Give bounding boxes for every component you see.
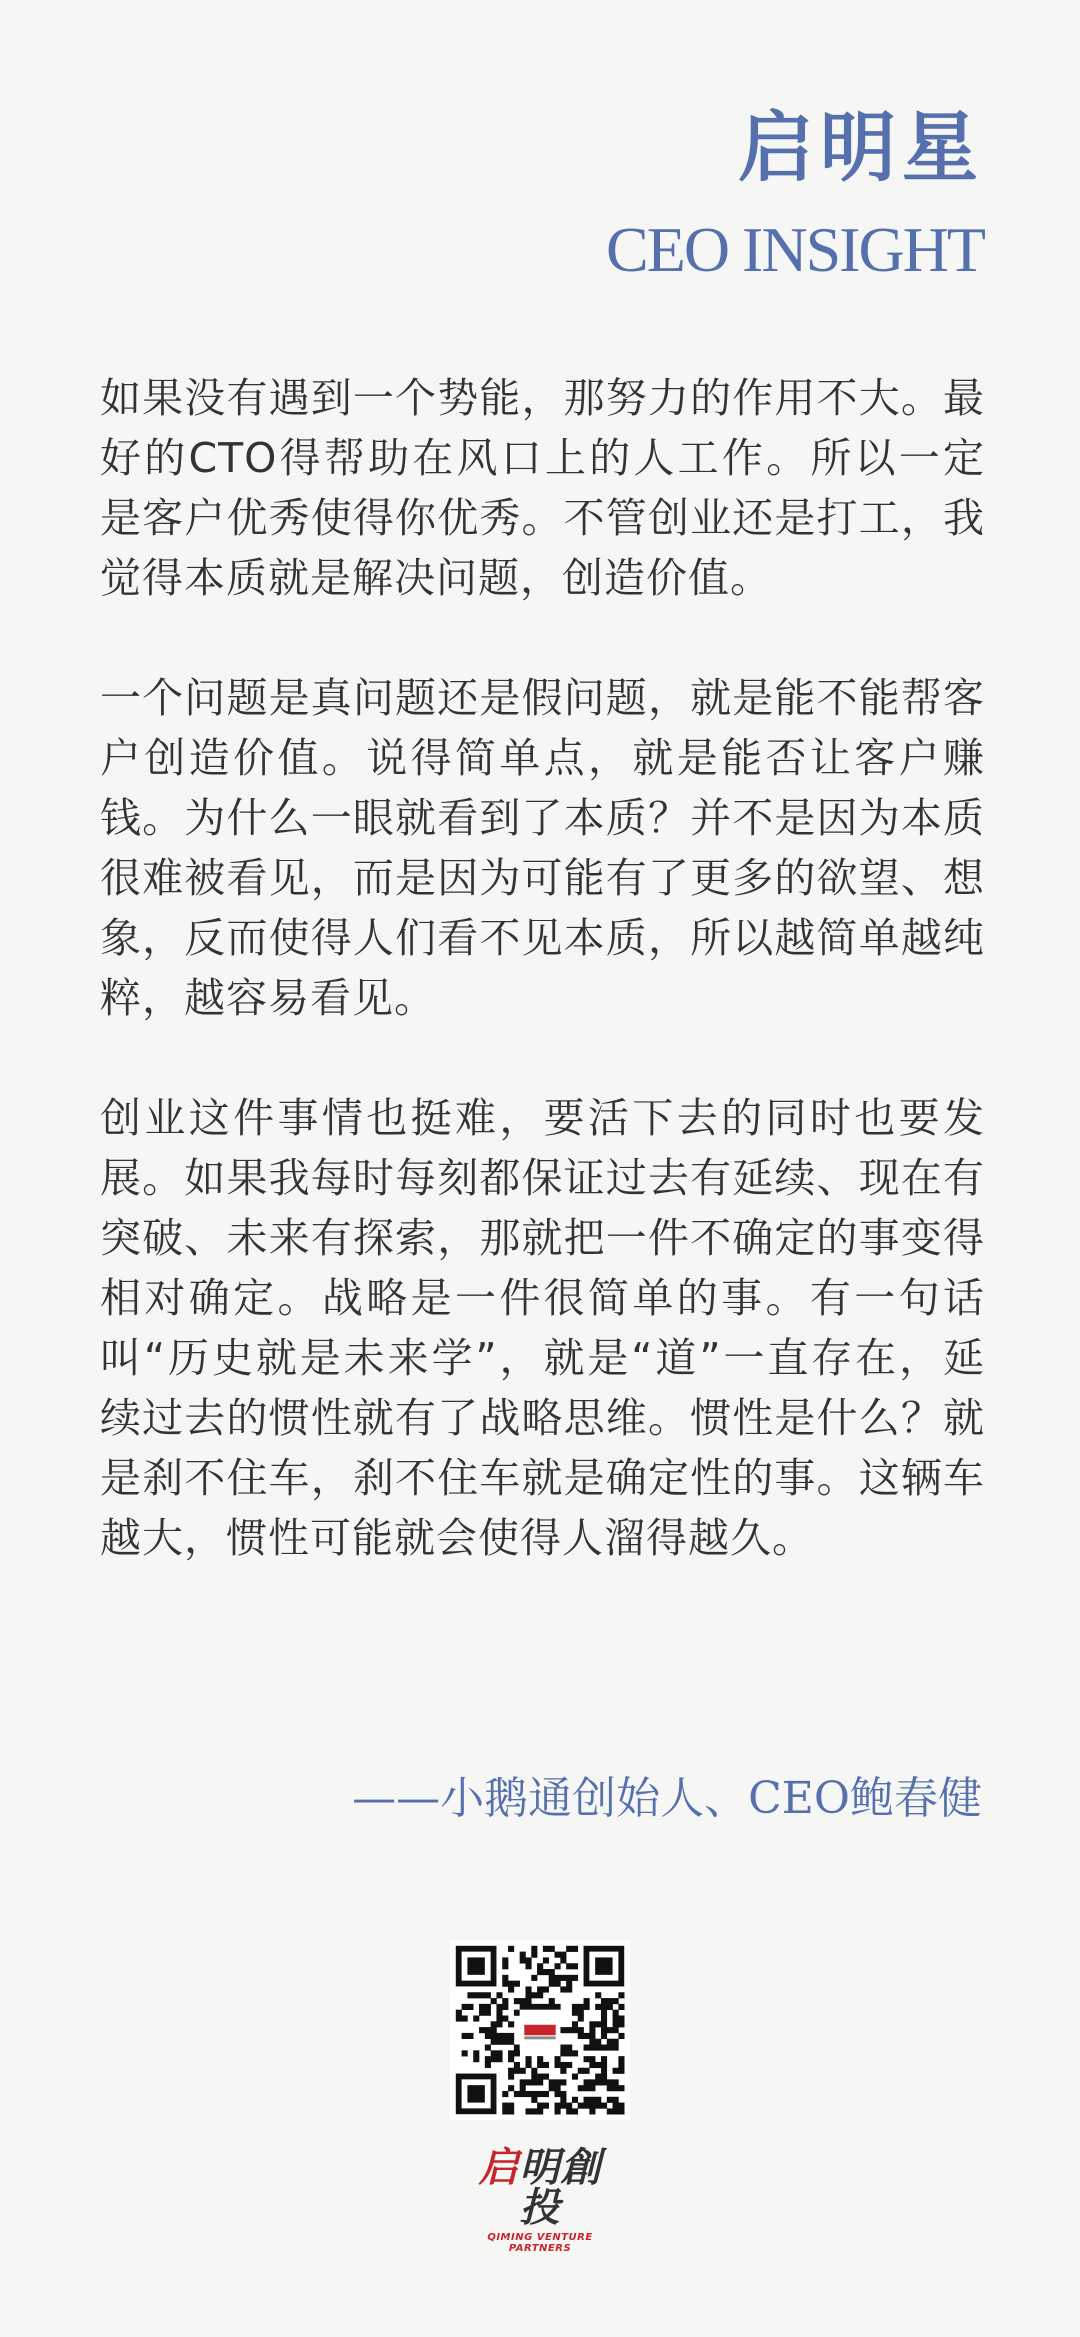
logo-chinese: 启明創投 xyxy=(478,2145,602,2231)
brand-title: 启明星 xyxy=(738,103,984,192)
paragraph-3: 创业这件事情也挺难，要活下去的同时也要发展。如果我每时每刻都保证过去有延续、现在有突破、未来有探索，那就把一件不确定的事变得相对确定。战略是一件很简单的事。有一句话叫“历史就是未来学”，就是“道”一直存在，延续过去的惯性就有了战略思维。惯性是什么？就是刹不住车，刹不住车就是确定性的事。这辆车越大，惯性可能就会使得人溜得越久。 xyxy=(100,1094,985,1562)
quote-attribution: ——小鹅通创始人、CEO鲍春健 xyxy=(352,1773,982,1824)
paragraph-2: 一个问题是真问题还是假问题，就是能不能帮客户创造价值。说得简单点，就是能否让客户赚钱。为什么一眼就看到了本质？并不是因为本质很难被看见，而是因为可能有了更多的欲望、想象，反而使得人们看不见本质，所以越简单越纯粹，越容易看见。 xyxy=(100,674,985,1022)
qr-code-icon[interactable] xyxy=(450,1940,630,2120)
qiming-logo xyxy=(460,2145,620,2254)
quote-body xyxy=(100,368,985,1628)
logo-english: QIMING VENTURE PARTNERS xyxy=(487,2232,593,2254)
brand-header xyxy=(606,103,984,285)
paragraph-1: 如果没有遇到一个势能，那努力的作用不大。最好的CTO得帮助在风口上的人工作。所以一定是客户优秀使得你优秀。不管创业还是打工，我觉得本质就是解决问题，创造价值。 xyxy=(100,374,985,602)
brand-subtitle: CEO INSIGHT xyxy=(606,214,984,285)
